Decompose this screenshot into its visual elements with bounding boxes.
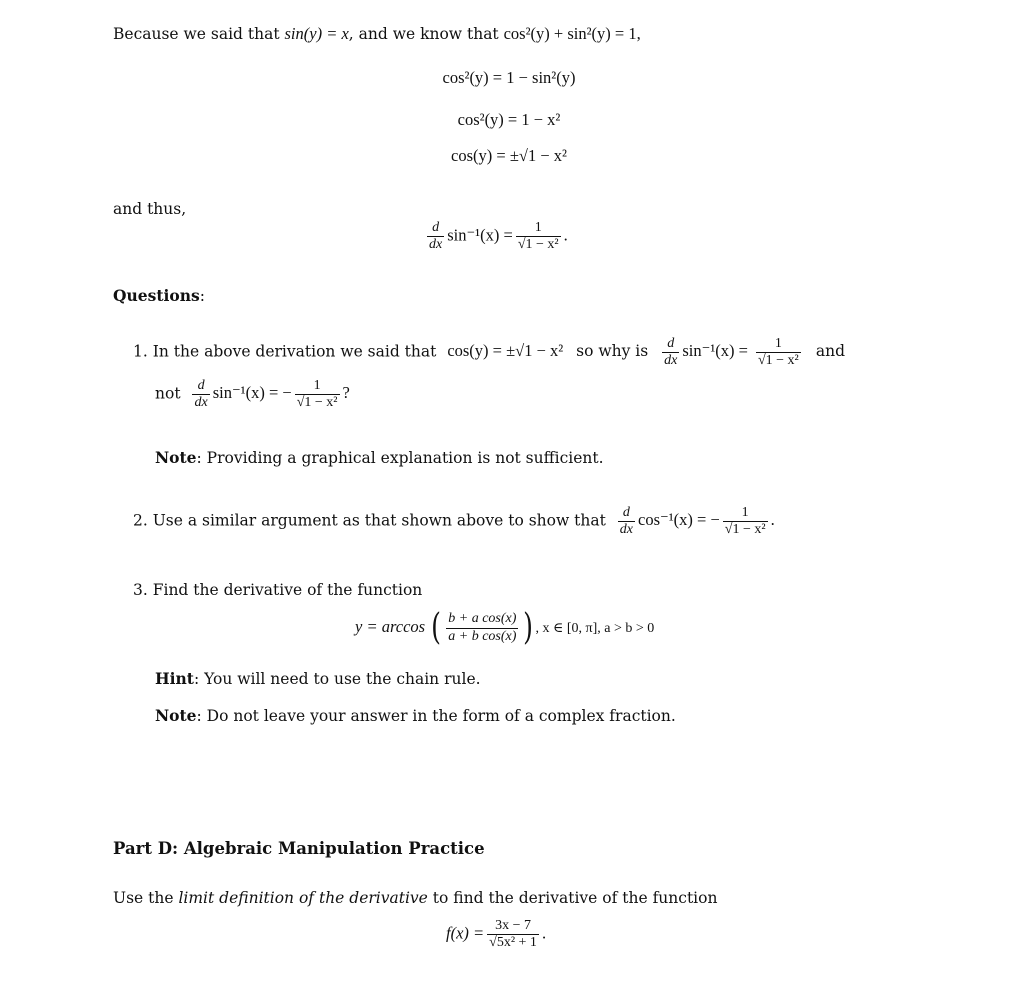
question-1-note: Note: Providing a graphical explanation is not sufficient.: [155, 448, 604, 467]
question-number: 1.: [133, 342, 148, 361]
result-equation: $\frac{d}{dx}$ sin⁻¹(x) = $\frac{1}{\text{√1 − x²}}$ .: [429, 220, 568, 253]
q3-function-equation: y = arccos ( $\frac{\text{b + a cos(x)}}{\text{a + b cos(x)}}$ ) , x ∈ [0, π], a > b > 0: [355, 607, 655, 648]
intro-line: [113, 26, 641, 43]
d-dx-fraction: $\frac{d}{dx}$: [429, 220, 443, 253]
part-d-fraction: $\frac{3x - 7}{\text{√5x² + 1}}$: [489, 918, 537, 951]
question-1-line-1: 1. In the above derivation we said that cos(y) = ±√1 − x² so why is $\frac{d}{dx}$ sin⁻¹(x) = $\frac{1}{\text{√1 − x²}}$ and: [133, 336, 846, 369]
questions-heading: Questions:: [113, 286, 205, 305]
question-3-hint: Hint: You will need to use the chain rule.: [155, 669, 481, 688]
result-fraction: $\frac{1}{\text{√1 − x²}}$: [517, 220, 559, 253]
derivation-line-1: cos²(y) = 1 − sin²(y): [442, 68, 576, 87]
d-dx-fraction: $\frac{d}{dx}$: [194, 378, 208, 411]
part-d-function: f(x) = $\frac{3x - 7}{\text{√5x² + 1}}$ .: [446, 918, 547, 951]
and-thus-text: and thus,: [113, 200, 187, 218]
q2-fraction: $\frac{1}{\text{√1 − x²}}$: [724, 505, 766, 538]
question-3-note: Note: Do not leave your answer in the form of a complex fraction.: [155, 706, 676, 725]
intro-text-mid: , and we know that: [348, 25, 504, 43]
d-dx-fraction: $\frac{d}{dx}$: [619, 505, 634, 538]
q1-cos-eq: cos(y) = ±√1 − x²: [447, 341, 564, 361]
question-number: 2.: [133, 511, 148, 530]
question-1-line-2: not $\frac{d}{dx}$ sin⁻¹(x) = − $\frac{1}{\text{√1 − x²}}$ ?: [155, 378, 350, 411]
d-dx-fraction: $\frac{d}{dx}$: [664, 336, 678, 369]
q1-fraction: $\frac{1}{\text{√1 − x²}}$: [757, 336, 799, 369]
question-2: 2. Use a similar argument as that shown above to show that $\frac{d}{dx}$ cos⁻¹(x) = − $\frac{1}{\text{√1 − x²}}$ .: [133, 505, 775, 538]
intro-eq-identity: cos²(y) + sin²(y) = 1,: [503, 24, 641, 43]
result-func: sin⁻¹(x) =: [447, 225, 513, 245]
q3-fraction: $\frac{\text{b + a cos(x)}}{\text{a + b cos(x)}}$: [448, 611, 517, 644]
part-d-instruction: Use the limit definition of the derivative to find the derivative of the function: [113, 889, 718, 907]
q1-neg-fraction: $\frac{1}{\text{√1 − x²}}$: [296, 378, 338, 411]
intro-text-before: Because we said that: [113, 25, 285, 43]
intro-eq-sin: sin(y) = x: [284, 24, 349, 43]
question-3: 3. Find the derivative of the function: [133, 581, 423, 599]
question-number: 3.: [133, 581, 148, 599]
part-d-heading: Part D: Algebraic Manipulation Practice: [113, 839, 485, 858]
derivation-line-3: cos(y) = ±√1 − x²: [451, 146, 567, 165]
derivation-line-2: cos²(y) = 1 − x²: [457, 110, 561, 129]
